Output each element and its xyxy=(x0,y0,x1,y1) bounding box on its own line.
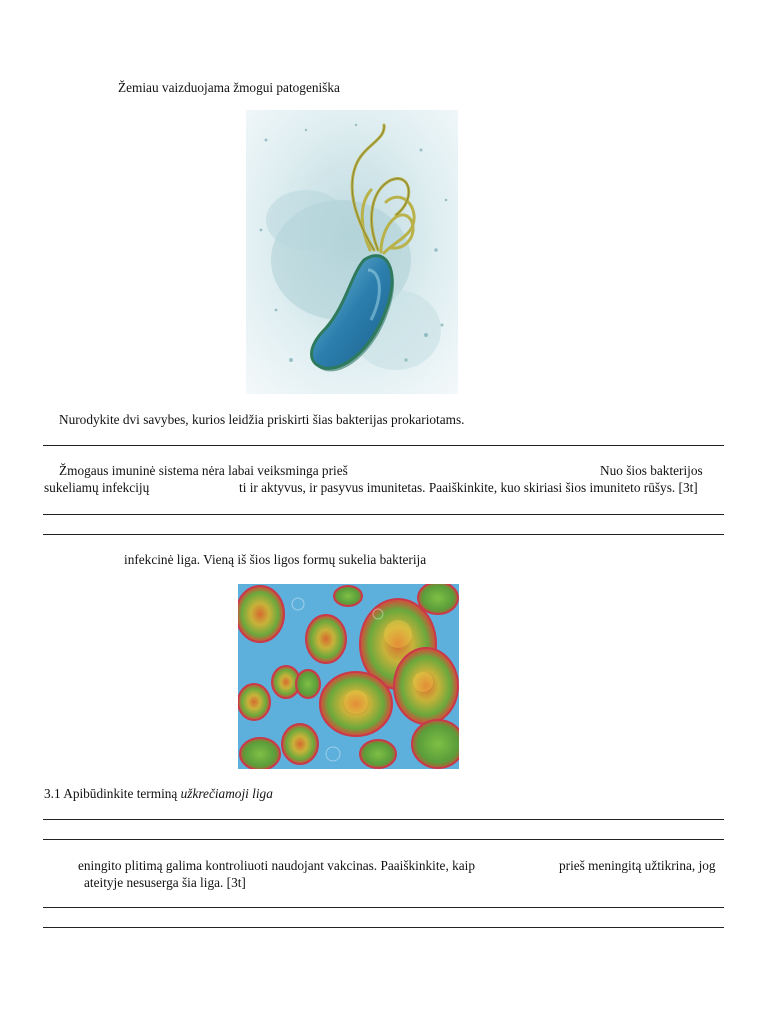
meningococcus-micrograph-image xyxy=(238,584,459,769)
answer-line xyxy=(43,907,724,908)
question-3-1 xyxy=(44,786,273,802)
answer-line xyxy=(43,514,724,515)
question-3-2-line1-part1: eningito plitimą galima kontroliuoti naudojant vakcinas. Paaiškinkite, kaip xyxy=(78,858,475,873)
intro-line: Žemiau vaizduojama žmogui patogeniška xyxy=(118,80,340,95)
question-3-2-line2: ateityje nesuserga šia liga. [3t] xyxy=(84,875,246,890)
question-2-line2-part1: sukeliamų infekcijų xyxy=(44,480,150,495)
question-2-line1-part1: Žmogaus imuninė sistema nėra labai veiksminga prieš xyxy=(59,463,348,478)
question-3-1-term: užkrečiamoji liga xyxy=(180,786,273,801)
question-2-line1-part2: Nuo šios bakterijos xyxy=(600,463,703,478)
answer-line xyxy=(43,839,724,840)
bacterium-micrograph-image xyxy=(246,110,458,394)
question-3-2-line1-part2: prieš meningitą užtikrina, jog xyxy=(559,858,716,873)
question-2-line2-part2: ti ir aktyvus, ir pasyvus imunitetas. Paaiškinkite, kuo skiriasi šios imuniteto rūšys. [3t] xyxy=(239,480,698,495)
answer-line xyxy=(43,534,724,535)
question-3-1-prefix: 3.1 Apibūdinkite terminą xyxy=(44,786,178,801)
answer-line xyxy=(43,819,724,820)
section-3-intro: infekcinė liga. Vieną iš šios ligos formų sukelia bakterija xyxy=(124,552,427,567)
answer-line xyxy=(43,927,724,928)
question-1-text: Nurodykite dvi savybes, kurios leidžia priskirti šias bakterijas prokariotams. xyxy=(59,412,465,427)
answer-line xyxy=(43,445,724,446)
